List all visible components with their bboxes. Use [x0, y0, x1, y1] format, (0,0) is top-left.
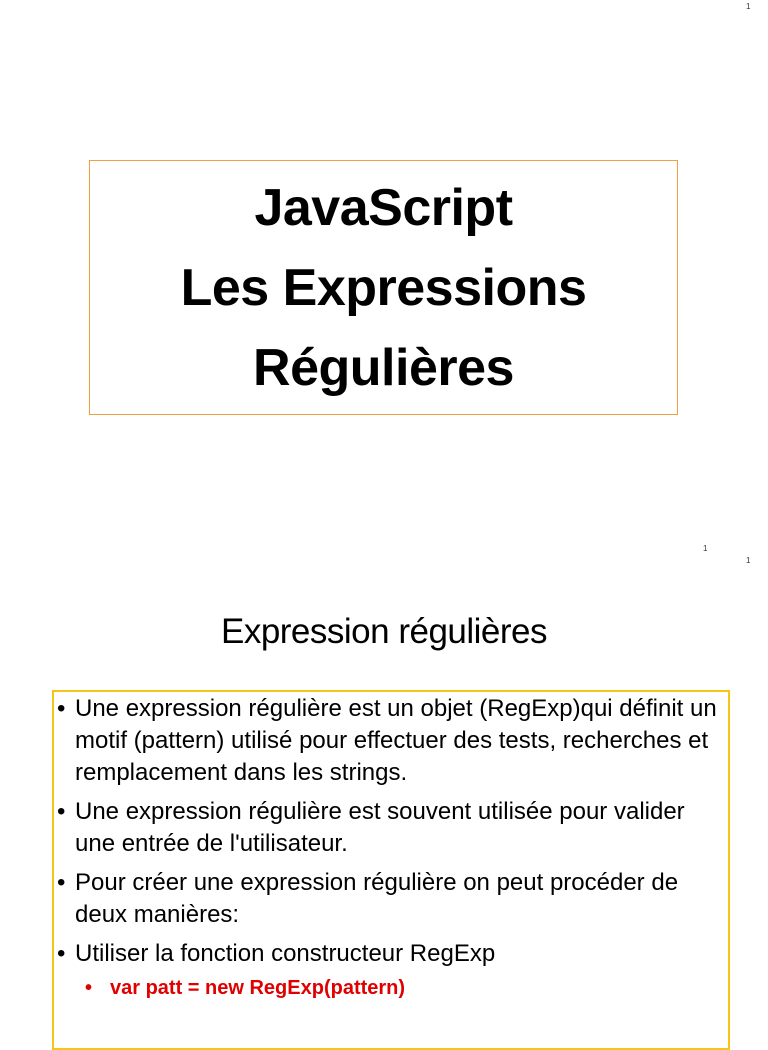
page-number: 1 — [746, 2, 751, 11]
bullet-icon: • — [57, 695, 66, 722]
bullet-list — [55, 693, 725, 1004]
page-number: 1 — [746, 556, 751, 565]
bullet-icon: • — [57, 869, 66, 896]
bullet-item — [55, 796, 725, 860]
bullet-text: Une expression régulière est souvent utilisée pour valider une entrée de l'utilisateur. — [75, 798, 685, 857]
code-sub-bullet — [55, 972, 725, 1004]
bullet-icon: • — [57, 798, 66, 825]
title-line-2: Les Expressions — [180, 258, 587, 317]
bullet-item — [55, 693, 725, 789]
bullet-text: Pour créer une expression régulière on peut procéder de deux manières: — [75, 869, 679, 928]
bullet-icon: • — [57, 940, 66, 967]
bullet-icon: • — [85, 977, 93, 999]
bullet-text: Une expression régulière est un objet (RegExp)qui définit un motif (pattern) utilisé pour effectuer des tests, recherches et remplacement dans les strings. — [75, 695, 717, 786]
bullet-text: Utiliser la fonction constructeur RegExp — [75, 940, 496, 967]
slide-footer-page-number: 1 — [703, 544, 708, 553]
title-line-3: Régulières — [253, 338, 514, 397]
slide-heading: Expression régulières — [220, 612, 548, 651]
title-line-1: JavaScript — [254, 178, 513, 237]
title-box — [89, 160, 678, 415]
bullet-item — [55, 867, 725, 931]
bullet-item — [55, 938, 725, 970]
code-text: var patt = new RegExp(pattern) — [110, 977, 406, 999]
